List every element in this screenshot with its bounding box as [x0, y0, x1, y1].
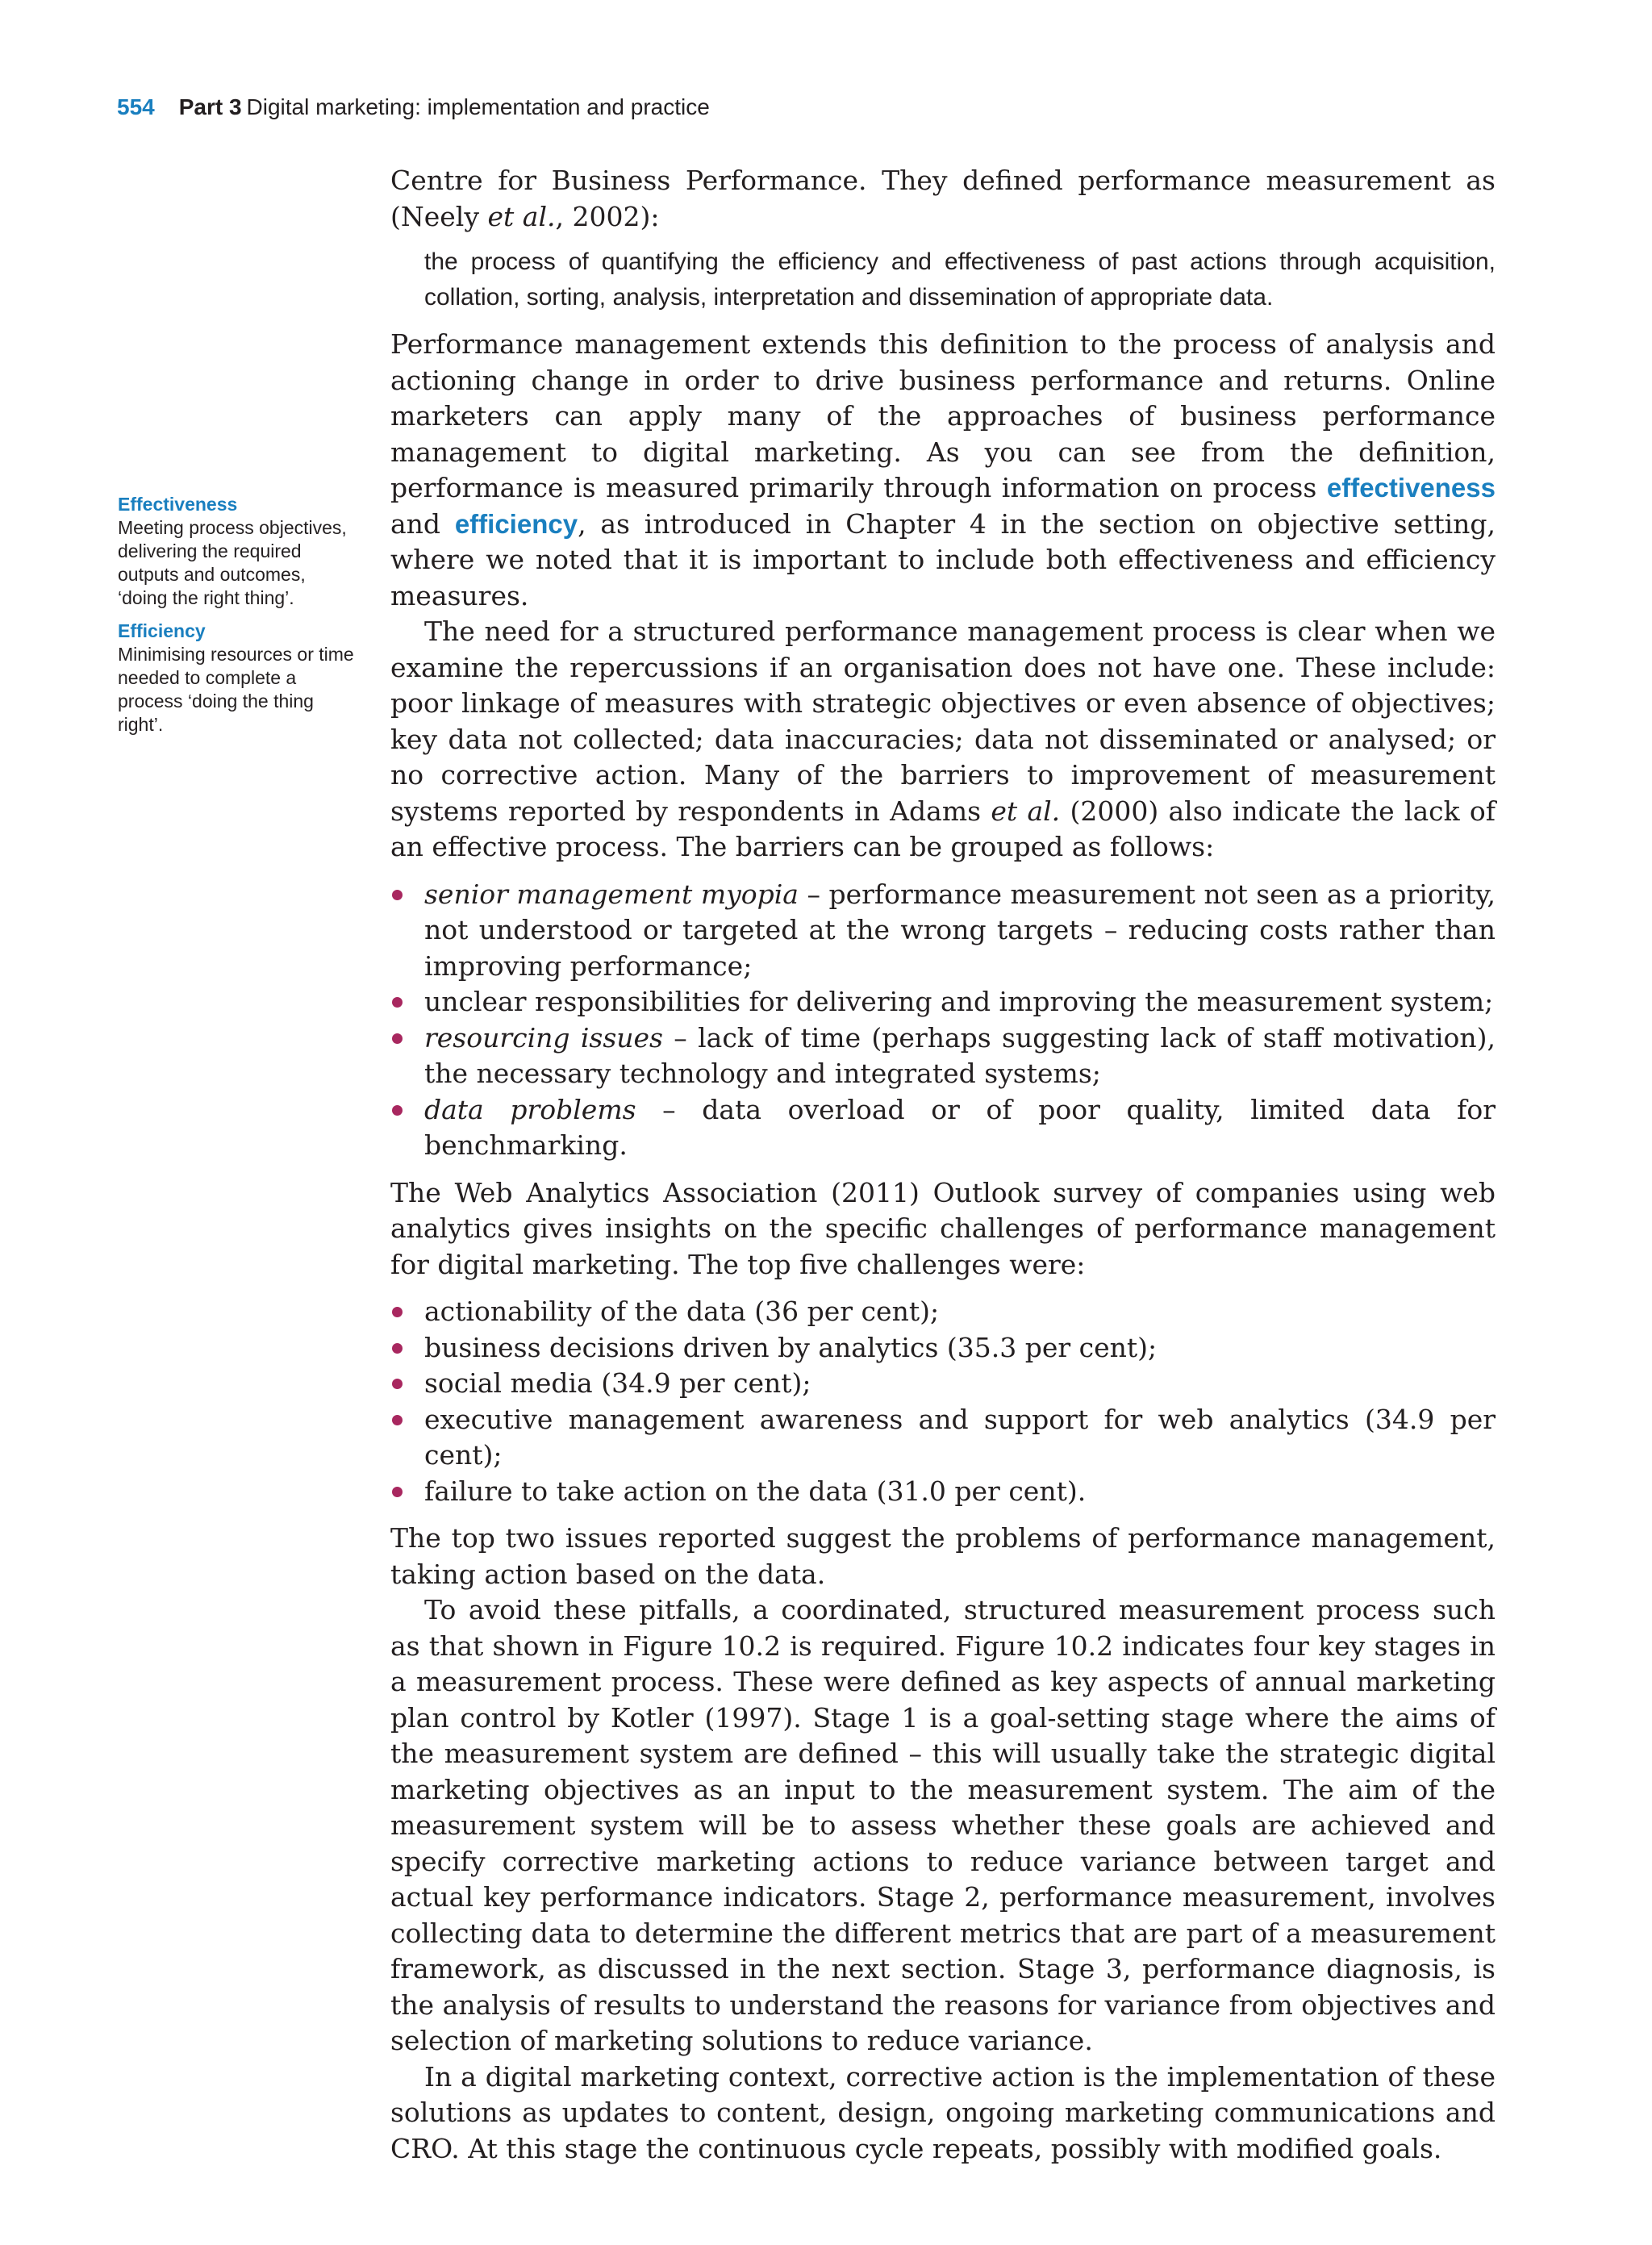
key-term-efficiency: efficiency: [454, 508, 578, 539]
text-span: and: [390, 507, 455, 540]
list-item-lead: data problems: [424, 1093, 636, 1125]
paragraph: [390, 163, 1496, 235]
part-label: Part 3: [178, 94, 242, 119]
list-item-text: business decisions driven by analytics (35.3 per cent);: [424, 1331, 1158, 1363]
text-span: Performance management extends this definition to the process of analysis and actioning change in order to drive business performance and returns. Online marketers can apply many of the approaches of business performance management to digital marketing. As you can see from the definition, performance is measured primarily through information on process: [390, 328, 1496, 503]
list-item-text: – data overload or of poor quality, limited data for benchmarking.: [424, 1093, 1496, 1161]
bullet-icon: [392, 1033, 403, 1044]
list-item: [390, 877, 1496, 985]
citation-etal: et al.: [991, 795, 1061, 827]
list-item-text: failure to take action on the data (31.0 per cent).: [424, 1475, 1087, 1507]
part-title: Digital marketing: implementation and practice: [246, 94, 710, 119]
bullet-icon: [392, 1307, 403, 1317]
list-item: [390, 1330, 1496, 1367]
list-item-text: actionability of the data (36 per cent);: [424, 1296, 940, 1327]
bullet-icon: [392, 1415, 403, 1425]
bullet-icon: [392, 1343, 403, 1354]
main-text: [390, 163, 1496, 2167]
paragraph: [390, 327, 1496, 614]
list-item: [390, 1474, 1496, 1510]
list-item-text: unclear responsibilities for delivering and improving the measurement system;: [424, 986, 1494, 1017]
page-number: 554: [117, 94, 155, 119]
text-span: , 2002):: [555, 200, 660, 232]
text-span: (2000) also indicate the lack of an effective process. The barriers can be grouped as follows:: [390, 795, 1496, 862]
key-term-effectiveness: effectiveness: [1326, 473, 1496, 503]
list-item-lead: resourcing issues: [424, 1021, 663, 1054]
paragraph: [390, 614, 1496, 866]
paragraph: The top two issues reported suggest the problems of performance management, taking action based on the data.: [390, 1522, 1496, 1590]
list-item-text: – performance measurement not seen as a priority, not understood or targeted at the wrong targets – reducing costs rather than improving performance;: [424, 878, 1496, 982]
bullet-icon: [392, 890, 403, 900]
list-item-text: – lack of time (perhaps suggesting lack of staff motivation), the necessary technology and integrated systems;: [424, 1021, 1496, 1089]
margin-glossary: [118, 493, 360, 746]
glossary-definition: Minimising resources or time needed to complete a process ‘doing the thing right’.: [118, 644, 354, 735]
glossary-term: Effectiveness: [118, 494, 238, 515]
list-item: [390, 1294, 1496, 1330]
list-item: [390, 1092, 1496, 1164]
paragraph: The Web Analytics Association (2011) Outlook survey of companies using web analytics gives insights on the specific challenges of performance management for digital marketing. The top five challenges were:: [390, 1176, 1496, 1280]
definition-quote: the process of quantifying the efficiency and effectiveness of past actions through acquisition, collation, sorting, analysis, interpretation and dissemination of appropriate data.: [424, 248, 1496, 311]
list-item: [390, 1366, 1496, 1402]
glossary-definition: Meeting process objectives, delivering the required outputs and outcomes, ‘doing the right thing’.: [118, 517, 347, 608]
bullet-icon: [392, 1487, 403, 1497]
list-item: [390, 1020, 1496, 1092]
paragraph: In a digital marketing context, corrective action is the implementation of these solutions as updates to content, design, ongoing marketing communications and CRO. At this stage the continuous cycle repeats, possibly with modified goals.: [390, 2060, 1496, 2164]
page-header: [117, 94, 710, 120]
bullet-icon: [392, 1379, 403, 1389]
text-span: The need for a structured performance management process is clear when we examine the repercussions if an organisation does not have one. These include: poor linkage of measures with strategic objectives or even absence of objectives; key data not collected; data inaccuracies; data not disseminated or analysed; or no corrective action. Many of the barriers to improvement of measurement systems reported by respondents in Adams: [390, 615, 1496, 827]
challenges-list: [390, 1294, 1496, 1509]
list-item-lead: senior management myopia: [424, 878, 799, 910]
list-item-text: executive management awareness and support for web analytics (34.9 per cent);: [424, 1403, 1496, 1471]
text-span: , as introduced in Chapter 4 in the section on objective setting, where we noted that it is important to include both effectiveness and efficiency measures.: [390, 507, 1496, 611]
barriers-list: [390, 877, 1496, 1164]
list-item-text: social media (34.9 per cent);: [424, 1367, 811, 1399]
paragraph: To avoid these pitfalls, a coordinated, structured measurement process such as that shown in Figure 10.2 is required. Figure 10.2 indicates four key stages in a measurement process. These were defined as key aspects of annual marketing plan control by Kotler (1997). Stage 1 is a goal-setting stage where the aims of the measurement system are defined – this will usually take the strategic digital marketing objectives as an input to the measurement system. The aim of the measurement system will be to assess whether these goals are achieved and specify corrective marketing actions to reduce variance between target and actual key performance indicators. Stage 2, performance measurement, involves collecting data to determine the different metrics that are part of a measurement framework, as discussed in the next section. Stage 3, performance diagnosis, is the analysis of results to understand the reasons for variance from objectives and selection of marketing solutions to reduce variance.: [390, 1594, 1496, 2056]
glossary-term: Efficiency: [118, 620, 206, 641]
list-item: [390, 1402, 1496, 1474]
citation-etal: et al.: [487, 200, 556, 232]
text-span: Centre for Business Performance. They defined performance measurement as (Neely: [390, 165, 1496, 232]
bullet-icon: [392, 1105, 403, 1116]
bullet-icon: [392, 997, 403, 1008]
list-item: [390, 984, 1496, 1020]
